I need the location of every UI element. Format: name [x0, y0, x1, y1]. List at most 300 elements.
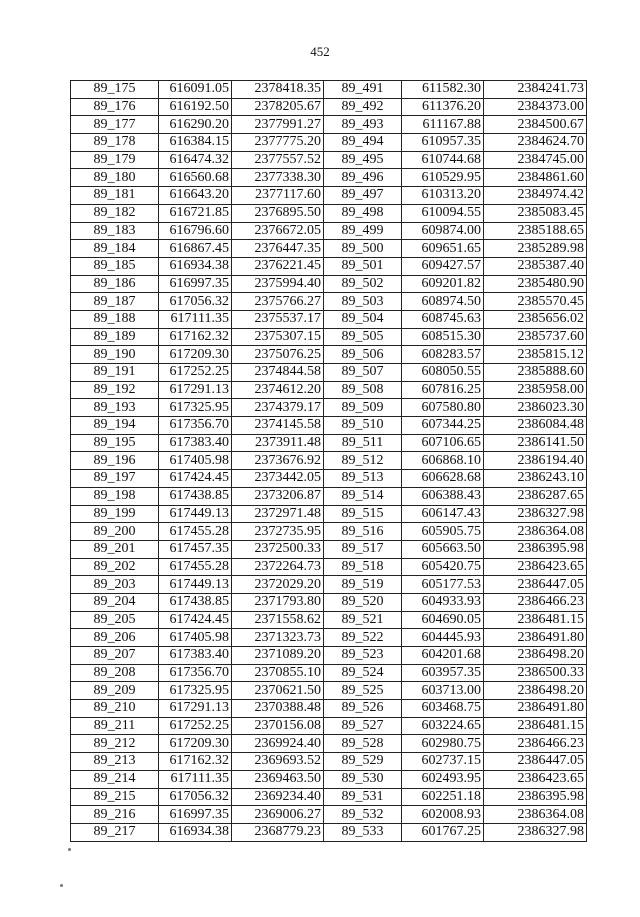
y-coordinate-cell: 2384861.60: [484, 169, 587, 187]
x-coordinate-cell: 617252.25: [159, 717, 232, 735]
point-id-cell: 89_204: [71, 593, 159, 611]
y-coordinate-cell: 2386491.80: [484, 629, 587, 647]
x-coordinate-cell: 617438.85: [159, 487, 232, 505]
point-id-cell: 89_522: [324, 629, 402, 647]
point-id-cell: 89_513: [324, 470, 402, 488]
point-id-cell: 89_505: [324, 328, 402, 346]
y-coordinate-cell: 2385737.60: [484, 328, 587, 346]
x-coordinate-cell: 617162.32: [159, 753, 232, 771]
point-id-cell: 89_530: [324, 770, 402, 788]
y-coordinate-cell: 2371323.73: [232, 629, 324, 647]
x-coordinate-cell: 605177.53: [402, 576, 484, 594]
point-id-cell: 89_215: [71, 788, 159, 806]
point-id-cell: 89_520: [324, 593, 402, 611]
point-id-cell: 89_198: [71, 487, 159, 505]
table-row: [71, 576, 587, 594]
point-id-cell: 89_177: [71, 116, 159, 134]
y-coordinate-cell: 2386243.10: [484, 470, 587, 488]
point-id-cell: 89_182: [71, 204, 159, 222]
table-row: [71, 187, 587, 205]
point-id-cell: 89_196: [71, 452, 159, 470]
table-row: [71, 770, 587, 788]
point-id-cell: 89_195: [71, 434, 159, 452]
table-row: [71, 700, 587, 718]
table-row: [71, 434, 587, 452]
y-coordinate-cell: 2369693.52: [232, 753, 324, 771]
table-row: [71, 505, 587, 523]
y-coordinate-cell: 2386084.48: [484, 417, 587, 435]
scan-speck: [60, 884, 63, 887]
point-id-cell: 89_206: [71, 629, 159, 647]
point-id-cell: 89_529: [324, 753, 402, 771]
x-coordinate-cell: 617383.40: [159, 647, 232, 665]
y-coordinate-cell: 2385083.45: [484, 204, 587, 222]
table-row: [71, 753, 587, 771]
x-coordinate-cell: 617383.40: [159, 434, 232, 452]
y-coordinate-cell: 2372264.73: [232, 558, 324, 576]
point-id-cell: 89_491: [324, 81, 402, 99]
y-coordinate-cell: 2377775.20: [232, 134, 324, 152]
x-coordinate-cell: 616474.32: [159, 151, 232, 169]
x-coordinate-cell: 603713.00: [402, 682, 484, 700]
y-coordinate-cell: 2375537.17: [232, 310, 324, 328]
point-id-cell: 89_500: [324, 240, 402, 258]
point-id-cell: 89_531: [324, 788, 402, 806]
y-coordinate-cell: 2376221.45: [232, 257, 324, 275]
x-coordinate-cell: 609651.65: [402, 240, 484, 258]
x-coordinate-cell: 605905.75: [402, 523, 484, 541]
coordinates-table: [70, 80, 587, 842]
point-id-cell: 89_213: [71, 753, 159, 771]
point-id-cell: 89_509: [324, 399, 402, 417]
table-row: [71, 647, 587, 665]
point-id-cell: 89_188: [71, 310, 159, 328]
y-coordinate-cell: 2370621.50: [232, 682, 324, 700]
point-id-cell: 89_515: [324, 505, 402, 523]
x-coordinate-cell: 609427.57: [402, 257, 484, 275]
x-coordinate-cell: 607816.25: [402, 381, 484, 399]
x-coordinate-cell: 611582.30: [402, 81, 484, 99]
y-coordinate-cell: 2373911.48: [232, 434, 324, 452]
point-id-cell: 89_519: [324, 576, 402, 594]
y-coordinate-cell: 2374379.17: [232, 399, 324, 417]
point-id-cell: 89_510: [324, 417, 402, 435]
x-coordinate-cell: 603468.75: [402, 700, 484, 718]
x-coordinate-cell: 617424.45: [159, 470, 232, 488]
y-coordinate-cell: 2375307.15: [232, 328, 324, 346]
table-row: [71, 204, 587, 222]
y-coordinate-cell: 2373206.87: [232, 487, 324, 505]
x-coordinate-cell: 608050.55: [402, 364, 484, 382]
table-row: [71, 806, 587, 824]
y-coordinate-cell: 2386395.98: [484, 788, 587, 806]
x-coordinate-cell: 617455.28: [159, 558, 232, 576]
x-coordinate-cell: 617356.70: [159, 664, 232, 682]
point-id-cell: 89_498: [324, 204, 402, 222]
y-coordinate-cell: 2386364.08: [484, 806, 587, 824]
x-coordinate-cell: 610313.20: [402, 187, 484, 205]
x-coordinate-cell: 603957.35: [402, 664, 484, 682]
point-id-cell: 89_496: [324, 169, 402, 187]
x-coordinate-cell: 616934.38: [159, 257, 232, 275]
table-row: [71, 346, 587, 364]
y-coordinate-cell: 2376672.05: [232, 222, 324, 240]
point-id-cell: 89_524: [324, 664, 402, 682]
point-id-cell: 89_523: [324, 647, 402, 665]
y-coordinate-cell: 2386447.05: [484, 753, 587, 771]
table-row: [71, 540, 587, 558]
x-coordinate-cell: 617405.98: [159, 629, 232, 647]
x-coordinate-cell: 617424.45: [159, 611, 232, 629]
y-coordinate-cell: 2377117.60: [232, 187, 324, 205]
point-id-cell: 89_532: [324, 806, 402, 824]
table-row: [71, 399, 587, 417]
table-row: [71, 452, 587, 470]
point-id-cell: 89_197: [71, 470, 159, 488]
y-coordinate-cell: 2377557.52: [232, 151, 324, 169]
point-id-cell: 89_180: [71, 169, 159, 187]
x-coordinate-cell: 617405.98: [159, 452, 232, 470]
y-coordinate-cell: 2386466.23: [484, 735, 587, 753]
x-coordinate-cell: 604201.68: [402, 647, 484, 665]
table-row: [71, 417, 587, 435]
x-coordinate-cell: 607344.25: [402, 417, 484, 435]
point-id-cell: 89_202: [71, 558, 159, 576]
y-coordinate-cell: 2386141.50: [484, 434, 587, 452]
table-row: [71, 558, 587, 576]
x-coordinate-cell: 616192.50: [159, 98, 232, 116]
coordinates-table-body: [71, 81, 587, 842]
y-coordinate-cell: 2386500.33: [484, 664, 587, 682]
y-coordinate-cell: 2384974.42: [484, 187, 587, 205]
point-id-cell: 89_184: [71, 240, 159, 258]
point-id-cell: 89_190: [71, 346, 159, 364]
x-coordinate-cell: 603224.65: [402, 717, 484, 735]
y-coordinate-cell: 2386023.30: [484, 399, 587, 417]
table-row: [71, 222, 587, 240]
table-row: [71, 98, 587, 116]
y-coordinate-cell: 2386447.05: [484, 576, 587, 594]
table-row: [71, 240, 587, 258]
x-coordinate-cell: 616091.05: [159, 81, 232, 99]
point-id-cell: 89_506: [324, 346, 402, 364]
table-row: [71, 470, 587, 488]
point-id-cell: 89_497: [324, 187, 402, 205]
x-coordinate-cell: 602980.75: [402, 735, 484, 753]
x-coordinate-cell: 610094.55: [402, 204, 484, 222]
table-row: [71, 310, 587, 328]
table-row: [71, 116, 587, 134]
x-coordinate-cell: 617162.32: [159, 328, 232, 346]
point-id-cell: 89_176: [71, 98, 159, 116]
x-coordinate-cell: 604445.93: [402, 629, 484, 647]
y-coordinate-cell: 2374145.58: [232, 417, 324, 435]
x-coordinate-cell: 617056.32: [159, 293, 232, 311]
y-coordinate-cell: 2373676.92: [232, 452, 324, 470]
point-id-cell: 89_186: [71, 275, 159, 293]
point-id-cell: 89_211: [71, 717, 159, 735]
x-coordinate-cell: 607106.65: [402, 434, 484, 452]
y-coordinate-cell: 2386498.20: [484, 682, 587, 700]
x-coordinate-cell: 605663.50: [402, 540, 484, 558]
x-coordinate-cell: 616721.85: [159, 204, 232, 222]
x-coordinate-cell: 610744.68: [402, 151, 484, 169]
y-coordinate-cell: 2369006.27: [232, 806, 324, 824]
y-coordinate-cell: 2386395.98: [484, 540, 587, 558]
y-coordinate-cell: 2385387.40: [484, 257, 587, 275]
point-id-cell: 89_517: [324, 540, 402, 558]
scan-speck: [68, 848, 71, 851]
point-id-cell: 89_185: [71, 257, 159, 275]
x-coordinate-cell: 617291.13: [159, 381, 232, 399]
table-row: [71, 735, 587, 753]
y-coordinate-cell: 2384500.67: [484, 116, 587, 134]
x-coordinate-cell: 611167.88: [402, 116, 484, 134]
table-row: [71, 257, 587, 275]
y-coordinate-cell: 2369463.50: [232, 770, 324, 788]
x-coordinate-cell: 602493.95: [402, 770, 484, 788]
point-id-cell: 89_493: [324, 116, 402, 134]
x-coordinate-cell: 608283.57: [402, 346, 484, 364]
y-coordinate-cell: 2369924.40: [232, 735, 324, 753]
y-coordinate-cell: 2372029.20: [232, 576, 324, 594]
point-id-cell: 89_521: [324, 611, 402, 629]
x-coordinate-cell: 606868.10: [402, 452, 484, 470]
y-coordinate-cell: 2372735.95: [232, 523, 324, 541]
table-row: [71, 134, 587, 152]
x-coordinate-cell: 617111.35: [159, 770, 232, 788]
table-row: [71, 629, 587, 647]
table-row: [71, 81, 587, 99]
x-coordinate-cell: 608515.30: [402, 328, 484, 346]
y-coordinate-cell: 2374612.20: [232, 381, 324, 399]
x-coordinate-cell: 617325.95: [159, 682, 232, 700]
point-id-cell: 89_512: [324, 452, 402, 470]
y-coordinate-cell: 2368779.23: [232, 823, 324, 841]
point-id-cell: 89_533: [324, 823, 402, 841]
point-id-cell: 89_201: [71, 540, 159, 558]
point-id-cell: 89_516: [324, 523, 402, 541]
y-coordinate-cell: 2384624.70: [484, 134, 587, 152]
point-id-cell: 89_492: [324, 98, 402, 116]
table-row: [71, 364, 587, 382]
y-coordinate-cell: 2386466.23: [484, 593, 587, 611]
y-coordinate-cell: 2372500.33: [232, 540, 324, 558]
point-id-cell: 89_193: [71, 399, 159, 417]
y-coordinate-cell: 2370855.10: [232, 664, 324, 682]
point-id-cell: 89_525: [324, 682, 402, 700]
x-coordinate-cell: 617455.28: [159, 523, 232, 541]
x-coordinate-cell: 617356.70: [159, 417, 232, 435]
x-coordinate-cell: 617209.30: [159, 735, 232, 753]
point-id-cell: 89_175: [71, 81, 159, 99]
x-coordinate-cell: 616867.45: [159, 240, 232, 258]
x-coordinate-cell: 616997.35: [159, 275, 232, 293]
point-id-cell: 89_179: [71, 151, 159, 169]
x-coordinate-cell: 601767.25: [402, 823, 484, 841]
point-id-cell: 89_199: [71, 505, 159, 523]
x-coordinate-cell: 611376.20: [402, 98, 484, 116]
x-coordinate-cell: 609201.82: [402, 275, 484, 293]
y-coordinate-cell: 2386364.08: [484, 523, 587, 541]
table-row: [71, 328, 587, 346]
x-coordinate-cell: 617056.32: [159, 788, 232, 806]
point-id-cell: 89_214: [71, 770, 159, 788]
y-coordinate-cell: 2377338.30: [232, 169, 324, 187]
point-id-cell: 89_514: [324, 487, 402, 505]
y-coordinate-cell: 2386327.98: [484, 823, 587, 841]
y-coordinate-cell: 2386327.98: [484, 505, 587, 523]
table-row: [71, 788, 587, 806]
table-row: [71, 593, 587, 611]
y-coordinate-cell: 2385289.98: [484, 240, 587, 258]
x-coordinate-cell: 616560.68: [159, 169, 232, 187]
y-coordinate-cell: 2386423.65: [484, 558, 587, 576]
y-coordinate-cell: 2385958.00: [484, 381, 587, 399]
x-coordinate-cell: 616643.20: [159, 187, 232, 205]
y-coordinate-cell: 2373442.05: [232, 470, 324, 488]
y-coordinate-cell: 2372971.48: [232, 505, 324, 523]
x-coordinate-cell: 617438.85: [159, 593, 232, 611]
x-coordinate-cell: 617252.25: [159, 364, 232, 382]
point-id-cell: 89_194: [71, 417, 159, 435]
y-coordinate-cell: 2386481.15: [484, 611, 587, 629]
table-row: [71, 381, 587, 399]
y-coordinate-cell: 2385570.45: [484, 293, 587, 311]
x-coordinate-cell: 610529.95: [402, 169, 484, 187]
x-coordinate-cell: 617457.35: [159, 540, 232, 558]
x-coordinate-cell: 609874.00: [402, 222, 484, 240]
y-coordinate-cell: 2376895.50: [232, 204, 324, 222]
y-coordinate-cell: 2371558.62: [232, 611, 324, 629]
y-coordinate-cell: 2385656.02: [484, 310, 587, 328]
point-id-cell: 89_209: [71, 682, 159, 700]
table-row: [71, 151, 587, 169]
y-coordinate-cell: 2375076.25: [232, 346, 324, 364]
x-coordinate-cell: 604933.93: [402, 593, 484, 611]
x-coordinate-cell: 610957.35: [402, 134, 484, 152]
point-id-cell: 89_189: [71, 328, 159, 346]
table-row: [71, 487, 587, 505]
table-row: [71, 523, 587, 541]
y-coordinate-cell: 2385815.12: [484, 346, 587, 364]
x-coordinate-cell: 606628.68: [402, 470, 484, 488]
table-row: [71, 664, 587, 682]
point-id-cell: 89_494: [324, 134, 402, 152]
x-coordinate-cell: 606388.43: [402, 487, 484, 505]
y-coordinate-cell: 2384745.00: [484, 151, 587, 169]
point-id-cell: 89_502: [324, 275, 402, 293]
y-coordinate-cell: 2386491.80: [484, 700, 587, 718]
y-coordinate-cell: 2376447.35: [232, 240, 324, 258]
table-row: [71, 169, 587, 187]
y-coordinate-cell: 2375994.40: [232, 275, 324, 293]
x-coordinate-cell: 616384.15: [159, 134, 232, 152]
x-coordinate-cell: 617325.95: [159, 399, 232, 417]
x-coordinate-cell: 608745.63: [402, 310, 484, 328]
point-id-cell: 89_210: [71, 700, 159, 718]
point-id-cell: 89_528: [324, 735, 402, 753]
point-id-cell: 89_527: [324, 717, 402, 735]
page-number: 452: [310, 44, 330, 59]
y-coordinate-cell: 2378205.67: [232, 98, 324, 116]
point-id-cell: 89_526: [324, 700, 402, 718]
point-id-cell: 89_183: [71, 222, 159, 240]
y-coordinate-cell: 2386194.40: [484, 452, 587, 470]
y-coordinate-cell: 2378418.35: [232, 81, 324, 99]
point-id-cell: 89_216: [71, 806, 159, 824]
point-id-cell: 89_504: [324, 310, 402, 328]
y-coordinate-cell: 2384241.73: [484, 81, 587, 99]
y-coordinate-cell: 2386498.20: [484, 647, 587, 665]
x-coordinate-cell: 616934.38: [159, 823, 232, 841]
x-coordinate-cell: 617449.13: [159, 505, 232, 523]
point-id-cell: 89_181: [71, 187, 159, 205]
x-coordinate-cell: 616290.20: [159, 116, 232, 134]
point-id-cell: 89_507: [324, 364, 402, 382]
y-coordinate-cell: 2386481.15: [484, 717, 587, 735]
point-id-cell: 89_203: [71, 576, 159, 594]
y-coordinate-cell: 2369234.40: [232, 788, 324, 806]
x-coordinate-cell: 602737.15: [402, 753, 484, 771]
table-row: [71, 682, 587, 700]
point-id-cell: 89_212: [71, 735, 159, 753]
x-coordinate-cell: 602251.18: [402, 788, 484, 806]
y-coordinate-cell: 2384373.00: [484, 98, 587, 116]
point-id-cell: 89_205: [71, 611, 159, 629]
point-id-cell: 89_503: [324, 293, 402, 311]
point-id-cell: 89_518: [324, 558, 402, 576]
point-id-cell: 89_207: [71, 647, 159, 665]
y-coordinate-cell: 2385480.90: [484, 275, 587, 293]
x-coordinate-cell: 617291.13: [159, 700, 232, 718]
y-coordinate-cell: 2370156.08: [232, 717, 324, 735]
x-coordinate-cell: 616796.60: [159, 222, 232, 240]
point-id-cell: 89_501: [324, 257, 402, 275]
table-row: [71, 275, 587, 293]
point-id-cell: 89_178: [71, 134, 159, 152]
x-coordinate-cell: 604690.05: [402, 611, 484, 629]
x-coordinate-cell: 608974.50: [402, 293, 484, 311]
point-id-cell: 89_217: [71, 823, 159, 841]
table-row: [71, 717, 587, 735]
y-coordinate-cell: 2385888.60: [484, 364, 587, 382]
point-id-cell: 89_508: [324, 381, 402, 399]
x-coordinate-cell: 602008.93: [402, 806, 484, 824]
table-row: [71, 293, 587, 311]
point-id-cell: 89_511: [324, 434, 402, 452]
point-id-cell: 89_187: [71, 293, 159, 311]
point-id-cell: 89_208: [71, 664, 159, 682]
y-coordinate-cell: 2386423.65: [484, 770, 587, 788]
y-coordinate-cell: 2385188.65: [484, 222, 587, 240]
table-row: [71, 611, 587, 629]
y-coordinate-cell: 2386287.65: [484, 487, 587, 505]
x-coordinate-cell: 606147.43: [402, 505, 484, 523]
y-coordinate-cell: 2377991.27: [232, 116, 324, 134]
x-coordinate-cell: 607580.80: [402, 399, 484, 417]
y-coordinate-cell: 2371089.20: [232, 647, 324, 665]
x-coordinate-cell: 617209.30: [159, 346, 232, 364]
point-id-cell: 89_192: [71, 381, 159, 399]
point-id-cell: 89_495: [324, 151, 402, 169]
x-coordinate-cell: 617449.13: [159, 576, 232, 594]
y-coordinate-cell: 2374844.58: [232, 364, 324, 382]
table-row: [71, 823, 587, 841]
point-id-cell: 89_499: [324, 222, 402, 240]
x-coordinate-cell: 605420.75: [402, 558, 484, 576]
y-coordinate-cell: 2371793.80: [232, 593, 324, 611]
